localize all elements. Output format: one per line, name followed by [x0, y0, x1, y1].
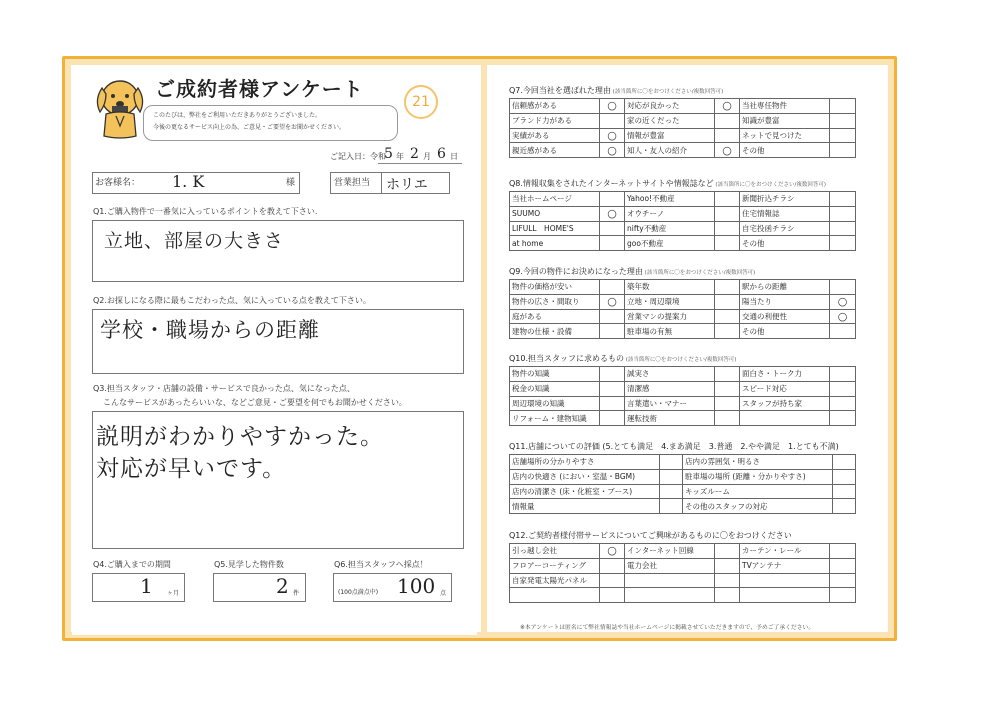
q8-row — [510, 206, 856, 221]
q10-option-label — [740, 411, 830, 426]
q10-option-checkbox[interactable] — [600, 396, 625, 411]
q7-option-checkbox[interactable] — [830, 143, 856, 158]
q10-note: (該当箇所に〇をおつけください/複数回答可) — [624, 357, 737, 363]
q12-option-checkbox[interactable] — [600, 588, 625, 603]
q3-answer-line-1: 説明がわかりやすかった。 — [96, 424, 384, 450]
q8-option-label: goo不動産 — [625, 236, 715, 251]
q7-option-checkbox[interactable]: ○ — [715, 143, 740, 158]
q8-title-text: Q8.情報収集をされたインターネットサイトや情報誌など — [509, 179, 714, 188]
q5-unit: 件 — [293, 590, 300, 597]
q7-row — [510, 143, 856, 158]
q9-option-label: 駅からの距離 — [740, 280, 830, 295]
q11-option-checkbox[interactable] — [660, 484, 683, 499]
q9-option-label: 営業マンの提案力 — [625, 309, 715, 324]
q9-title-text: Q9.今回の物件にお決めになった理由 — [509, 267, 643, 276]
q12-row — [510, 544, 856, 559]
q9-option-checkbox[interactable] — [600, 324, 625, 339]
q10-option-checkbox[interactable] — [715, 381, 740, 396]
q12-option-label: 自家発電太陽光パネル — [510, 573, 600, 588]
q12-option-checkbox[interactable] — [715, 558, 740, 573]
q11-option-label: 駐車場の場所 (距離・分かりやすさ) — [683, 469, 833, 484]
q6-value: 100 — [397, 574, 436, 598]
q8-row — [510, 221, 856, 236]
q10-option-checkbox[interactable] — [830, 381, 856, 396]
dog-mascot-icon — [92, 70, 148, 142]
q10-option-label: 清潔感 — [625, 381, 715, 396]
q8-option-checkbox[interactable] — [600, 192, 625, 207]
q11-option-label: その他のスタッフの対応 — [683, 499, 833, 514]
q8-option-checkbox[interactable] — [715, 192, 740, 207]
q10-option-checkbox[interactable] — [715, 396, 740, 411]
q9-option-label: 陽当たり — [740, 294, 830, 309]
q9-option-checkbox[interactable]: ○ — [600, 294, 625, 309]
date-year-unit: 年 — [396, 152, 404, 161]
q8-row — [510, 192, 856, 207]
intro-bubble — [143, 105, 398, 141]
q6-question: Q6.担当スタッフへ採点！ — [334, 560, 428, 569]
q7-option-checkbox[interactable]: ○ — [600, 99, 625, 114]
intro-line-1: このたびは、弊社をご利用いただきありがとうございました。 — [153, 112, 322, 119]
q7-option-checkbox[interactable]: ○ — [600, 143, 625, 158]
date-year: 5 — [384, 146, 393, 162]
q11-option-checkbox[interactable] — [833, 499, 856, 514]
q7-option-label: 知人・友人の紹介 — [625, 143, 715, 158]
q10-option-label: 誠実さ — [625, 367, 715, 382]
q7-option-label: 当社専任物件 — [740, 99, 830, 114]
q12-option-checkbox[interactable] — [715, 544, 740, 559]
q11-table — [509, 454, 856, 514]
q8-note: (該当箇所に〇をおつけください/複数回答可) — [713, 182, 826, 188]
q8-option-label: Yahoo!不動産 — [625, 192, 715, 207]
date-label: ご記入日：令和 — [330, 152, 386, 161]
q7-option-label: その他 — [740, 143, 830, 158]
q2-answer: 学校・職場からの距離 — [100, 318, 320, 342]
q7-table — [509, 98, 856, 158]
q9-row — [510, 324, 856, 339]
q12-row — [510, 573, 856, 588]
q3-question-line-1: Q3.担当スタッフ・店舗の設備・サービスで良かった点、気になった点、 — [93, 384, 355, 393]
q9-option-checkbox[interactable] — [715, 324, 740, 339]
q9-title — [509, 267, 755, 278]
footer-note: ※本アンケートは匿名にて弊社情報誌や当社ホームページに掲載させていただきますので、予めご了承ください。 — [520, 625, 815, 631]
q7-option-label: 家の近くだった — [625, 113, 715, 128]
q11-row — [510, 484, 856, 499]
q8-option-checkbox[interactable] — [830, 221, 856, 236]
q12-option-label — [740, 573, 830, 588]
q9-option-label: 庭がある — [510, 309, 600, 324]
q12-title-text: Q12.ご契約者様付帯サービスについてご興味があるものに〇をおつけください — [509, 531, 792, 540]
q10-option-label: 税金の知識 — [510, 381, 600, 396]
q11-row — [510, 469, 856, 484]
q12-row — [510, 558, 856, 573]
q10-option-checkbox[interactable] — [600, 411, 625, 426]
q8-option-checkbox[interactable] — [600, 221, 625, 236]
q8-title — [509, 179, 826, 190]
stamp-number-badge: 21 — [404, 85, 438, 119]
q7-option-checkbox[interactable] — [830, 99, 856, 114]
q9-option-label: 交通の利便性 — [740, 309, 830, 324]
customer-label: お客様名： — [95, 178, 141, 188]
q9-option-checkbox[interactable] — [600, 309, 625, 324]
q8-option-checkbox[interactable]: ○ — [600, 206, 625, 221]
q12-option-checkbox[interactable] — [830, 558, 856, 573]
q8-option-label: 住宅情報誌 — [740, 206, 830, 221]
q8-option-checkbox[interactable] — [830, 206, 856, 221]
q12-option-checkbox[interactable] — [600, 558, 625, 573]
q8-option-label: 新聞折込チラシ — [740, 192, 830, 207]
page-title: ご成約者様アンケート — [155, 77, 364, 101]
q11-row — [510, 455, 856, 470]
q12-option-label — [740, 588, 830, 603]
q9-option-checkbox[interactable] — [715, 309, 740, 324]
q10-option-checkbox[interactable] — [715, 367, 740, 382]
date-month: 2 — [410, 146, 419, 162]
staff-name: ホリエ — [386, 177, 428, 193]
q10-row — [510, 411, 856, 426]
q10-option-checkbox[interactable] — [600, 381, 625, 396]
q3-answer-line-2: 対応が早いです。 — [96, 456, 287, 482]
q6-prefix: (100点満点中) — [338, 589, 379, 596]
q7-option-label: 信頼感がある — [510, 99, 600, 114]
q8-option-checkbox[interactable] — [600, 236, 625, 251]
q9-option-checkbox[interactable] — [830, 280, 856, 295]
q12-option-label: 引っ越し会社 — [510, 544, 600, 559]
q7-note: (該当箇所に〇をおつけください/複数回答可) — [610, 89, 724, 95]
staff-label: 営業担当 — [334, 178, 371, 188]
q12-option-checkbox[interactable] — [715, 573, 740, 588]
q11-option-checkbox[interactable] — [660, 499, 683, 514]
q9-note: (該当箇所に〇をおつけください/複数回答可) — [642, 270, 756, 276]
q4-question: Q4.ご購入までの期間 — [93, 560, 171, 569]
q9-table — [509, 279, 856, 339]
q9-option-label: 建物の仕様・設備 — [510, 324, 600, 339]
q10-option-label: 運転技術 — [625, 411, 715, 426]
q7-option-checkbox[interactable] — [715, 113, 740, 128]
q7-option-label: 情報が豊富 — [625, 128, 715, 143]
q11-option-checkbox[interactable] — [833, 455, 856, 470]
q9-option-checkbox[interactable]: ○ — [830, 309, 856, 324]
q7-option-label: 対応が良かった — [625, 99, 715, 114]
q8-option-label: LIFULL HOME'S — [510, 221, 600, 236]
q11-option-label: 店内の雰囲気・明るさ — [683, 455, 833, 470]
q7-title — [509, 86, 723, 97]
q11-row — [510, 499, 856, 514]
q8-option-label: nifty不動産 — [625, 221, 715, 236]
q8-option-checkbox[interactable] — [715, 206, 740, 221]
q12-option-checkbox[interactable]: ○ — [600, 544, 625, 559]
q8-option-checkbox[interactable] — [830, 192, 856, 207]
q6-unit: 点 — [440, 590, 447, 597]
q9-row — [510, 294, 856, 309]
q10-title — [509, 354, 736, 365]
q12-option-label: TVアンテナ — [740, 558, 830, 573]
q7-option-checkbox[interactable]: ○ — [715, 99, 740, 114]
q4-unit: ヶ月 — [167, 590, 180, 597]
q7-option-label: ネットで見つけた — [740, 128, 830, 143]
q10-row — [510, 381, 856, 396]
q9-option-checkbox[interactable] — [715, 280, 740, 295]
q11-title-text: Q11.店舗についての評価 (5.とても満足 4.まあ満足 3.普通 2.やや満足 1.とても不満) — [509, 442, 839, 451]
q9-option-label: 駐車場の有無 — [625, 324, 715, 339]
q12-option-checkbox[interactable] — [600, 573, 625, 588]
q12-option-checkbox[interactable] — [830, 588, 856, 603]
q10-option-label: 言葉遣い・マナー — [625, 396, 715, 411]
q7-title-text: Q7.今回当社を選ばれた理由 — [509, 86, 611, 95]
q9-option-checkbox[interactable] — [830, 324, 856, 339]
q7-option-label: ブランド力がある — [510, 113, 600, 128]
q10-option-label: スタッフが持ち家 — [740, 396, 830, 411]
q3-question-line-2: こんなサービスがあったらいいな、などご意見・ご要望を何でもお聞かせください。 — [103, 398, 407, 407]
q5-value: 2 — [276, 574, 289, 598]
date-underline — [378, 163, 462, 164]
q12-row — [510, 588, 856, 603]
q9-option-checkbox[interactable] — [715, 294, 740, 309]
q10-title-text: Q10.担当スタッフに求めるもの — [509, 354, 625, 363]
q7-option-checkbox[interactable] — [830, 113, 856, 128]
q12-option-label — [510, 588, 600, 603]
q7-option-checkbox[interactable] — [600, 113, 625, 128]
q11-title — [509, 442, 839, 452]
q5-question: Q5.見学した物件数 — [214, 560, 284, 569]
q9-option-label: 築年数 — [625, 280, 715, 295]
q8-option-label: その他 — [740, 236, 830, 251]
q11-option-checkbox[interactable] — [833, 469, 856, 484]
q10-option-label: スピード対応 — [740, 381, 830, 396]
q7-option-checkbox[interactable] — [830, 128, 856, 143]
q8-row — [510, 236, 856, 251]
q9-option-label: 物件の広さ・間取り — [510, 294, 600, 309]
q9-option-checkbox[interactable]: ○ — [830, 294, 856, 309]
q10-option-checkbox[interactable] — [830, 411, 856, 426]
q12-option-checkbox[interactable] — [715, 588, 740, 603]
q12-option-label: フロアーコーティング — [510, 558, 600, 573]
panel-divider — [481, 60, 487, 637]
q8-option-label: オウチーノ — [625, 206, 715, 221]
q2-question: Q2.お探しになる際に最もこだわった点、気に入っている点を教えて下さい。 — [93, 296, 371, 305]
q11-option-label: 店内の快適さ (におい・室温・BGM) — [510, 469, 660, 484]
q10-option-checkbox[interactable] — [830, 367, 856, 382]
q10-table — [509, 366, 856, 426]
q10-option-label: 周辺環境の知識 — [510, 396, 600, 411]
q8-option-label: SUUMO — [510, 206, 600, 221]
q10-option-label: 面白さ・トーク力 — [740, 367, 830, 382]
q12-option-label: カーテン・レール — [740, 544, 830, 559]
q7-option-label: 知識が豊富 — [740, 113, 830, 128]
q1-question: Q1.ご購入物件で一番気に入っているポイントを教えて下さい. — [93, 207, 318, 216]
q12-option-label: 電力会社 — [625, 558, 715, 573]
q7-row — [510, 99, 856, 114]
q8-table — [509, 191, 856, 251]
date-day: 6 — [437, 146, 446, 162]
q8-option-label: 当社ホームページ — [510, 192, 600, 207]
q9-option-checkbox[interactable] — [600, 280, 625, 295]
q11-option-label: 店内の清潔さ (床・化粧室・ブース) — [510, 484, 660, 499]
date-day-unit: 日 — [450, 152, 458, 161]
q8-option-checkbox[interactable] — [830, 236, 856, 251]
q4-value: 1 — [140, 574, 153, 598]
q10-option-label: リフォーム・建物知識 — [510, 411, 600, 426]
q7-option-label: 実績がある — [510, 128, 600, 143]
q12-option-label — [625, 573, 715, 588]
q9-option-label: 立地・周辺環境 — [625, 294, 715, 309]
q8-option-checkbox[interactable] — [715, 221, 740, 236]
q11-option-label: 店舗場所の分かりやすさ — [510, 455, 660, 470]
q10-option-checkbox[interactable] — [715, 411, 740, 426]
q11-option-checkbox[interactable] — [660, 469, 683, 484]
q9-row — [510, 309, 856, 324]
q9-option-label: 物件の価格が安い — [510, 280, 600, 295]
q12-option-checkbox[interactable] — [830, 573, 856, 588]
q7-row — [510, 128, 856, 143]
q12-option-checkbox[interactable] — [830, 544, 856, 559]
q11-option-checkbox[interactable] — [833, 484, 856, 499]
q11-option-label: 情報量 — [510, 499, 660, 514]
q11-option-checkbox[interactable] — [660, 455, 683, 470]
q12-table — [509, 543, 856, 603]
customer-name: 1. K — [172, 172, 205, 191]
q12-option-label: インターネット回線 — [625, 544, 715, 559]
date-month-unit: 月 — [423, 152, 431, 161]
q11-option-label: キッズルーム — [683, 484, 833, 499]
q9-option-label: その他 — [740, 324, 830, 339]
q10-option-label: 物件の知識 — [510, 367, 600, 382]
q12-title — [509, 531, 792, 541]
q7-option-checkbox[interactable]: ○ — [600, 128, 625, 143]
q10-row — [510, 396, 856, 411]
q12-option-label — [625, 588, 715, 603]
q10-option-checkbox[interactable] — [830, 396, 856, 411]
q9-row — [510, 280, 856, 295]
q10-option-checkbox[interactable] — [600, 367, 625, 382]
q1-answer: 立地、部屋の大きさ — [104, 230, 285, 252]
q7-option-label: 親近感がある — [510, 143, 600, 158]
q7-option-checkbox[interactable] — [715, 128, 740, 143]
q8-option-label: 自宅投函チラシ — [740, 221, 830, 236]
q8-option-label: at home — [510, 236, 600, 251]
q8-option-checkbox[interactable] — [715, 236, 740, 251]
customer-suffix: 様 — [286, 178, 296, 188]
intro-line-2: 今後の更なるサービス向上の為、ご意見・ご要望をお聞かせください。 — [153, 124, 346, 131]
q7-row — [510, 113, 856, 128]
q10-row — [510, 367, 856, 382]
